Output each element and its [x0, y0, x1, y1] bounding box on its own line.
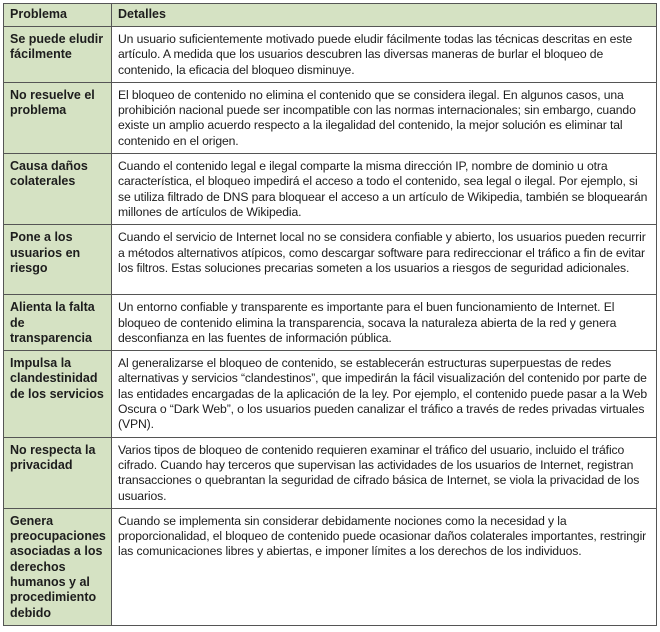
details-cell: Un entorno confiable y transparente es importante para el buen funcionamiento de Internet. El bloqueo de contenido elimina la transparencia, socava la naturaleza abierta de la red y genera desconfianza en las fuentes de información pública. [112, 295, 657, 351]
details-cell: Cuando se implementa sin considerar debidamente nociones como la necesidad y la proporcionalidad, el bloqueo de contenido puede ocasionar daños colaterales importantes, restringir las comunicaciones libres y abiertas, e imponer límites a los derechos de los individuos. [112, 508, 657, 625]
details-cell: Cuando el servicio de Internet local no se considera confiable y abierto, los usuarios pueden recurrir a métodos alternativos atípicos, como descargar software para redireccionar el tráfico a fin de evitar los filtros. Estas soluciones precarias someten a los usuarios a riesgos de seguridad adicionales. [112, 225, 657, 295]
problem-cell: Genera preocupaciones asociadas a los derechos humanos y al procedimiento debido [4, 508, 112, 625]
problem-cell: Impulsa la clandestinidad de los servicios [4, 351, 112, 437]
details-cell: El bloqueo de contenido no elimina el contenido que se considera ilegal. En algunos casos, una prohibición nacional puede ser incompatible con las normas internacionales; sin embargo, cuando existe un amplio acuerdo respecto a la ilegalidad del contenido, la mejor solución es eliminar tal contenido en el origen. [112, 82, 657, 153]
problem-cell: Se puede eludir fácilmente [4, 27, 112, 83]
table-row [4, 225, 657, 295]
header-row [4, 4, 657, 27]
details-cell: Varios tipos de bloqueo de contenido requieren examinar el tráfico del usuario, incluido el tráfico cifrado. Cuando hay terceros que supervisan las actividades de los usuarios de Internet, registran transacciones o quebrantan la seguridad de cifrado básica de Internet, se viola la privacidad de los usuarios. [112, 437, 657, 508]
problems-table [3, 3, 657, 626]
details-cell: Al generalizarse el bloqueo de contenido, se establecerán estructuras superpuestas de redes alternativas y servicios “clandestinos”, que impedirán la fácil visualización del contenido por parte de las entidades encargadas de la aplicación de la ley. Por ejemplo, el contenido puede pasar a la Web Oscura o “Dark Web”, o los usuarios pueden canalizar el tráfico a través de redes privadas virtuales (VPN). [112, 351, 657, 437]
problems-table-container [3, 3, 656, 626]
problem-cell: Pone a los usuarios en riesgo [4, 225, 112, 295]
details-cell: Un usuario suficientemente motivado puede eludir fácilmente todas las técnicas descritas en este artículo. A medida que los usuarios descubren las diversas maneras de burlar el bloqueo de contenido, la eficacia del bloqueo disminuye. [112, 27, 657, 83]
problem-cell: Causa daños colaterales [4, 154, 112, 225]
table-row [4, 82, 657, 153]
table-row [4, 437, 657, 508]
header-details: Detalles [112, 4, 657, 27]
problem-cell: No resuelve el problema [4, 82, 112, 153]
table-row [4, 508, 657, 625]
problem-cell: Alienta la falta de transparencia [4, 295, 112, 351]
problem-cell: No respecta la privacidad [4, 437, 112, 508]
table-row [4, 154, 657, 225]
details-cell: Cuando el contenido legal e ilegal comparte la misma dirección IP, nombre de dominio u otra característica, el bloqueo impedirá el acceso a todo el contenido, sea legal o ilegal. Por ejemplo, si se utiliza filtrado de DNS para bloquear el acceso a un artículo de Wikipedia, también se bloquearán millones de artículos de Wikipedia. [112, 154, 657, 225]
table-row [4, 27, 657, 83]
header-problem: Problema [4, 4, 112, 27]
table-row [4, 295, 657, 351]
table-row [4, 351, 657, 437]
